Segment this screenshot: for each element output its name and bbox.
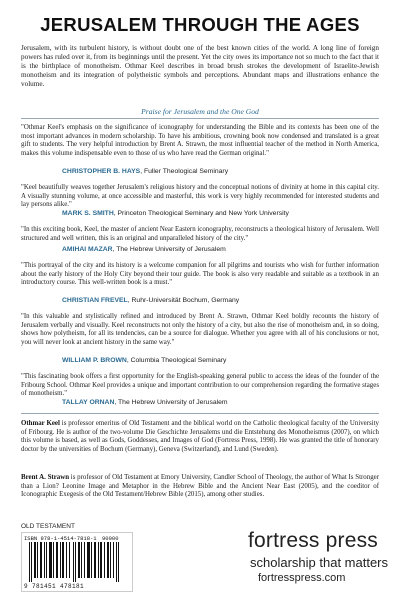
- isbn-barcode: [21, 532, 133, 592]
- endorsement-quote: "Othmar Keel's emphasis on the significance of iconography for understanding the Bible and its contexts has been one of the most important advances in modern scholarship. To have his ambitious, crowning book now condensed and translated is a great gift to students. The very helpful introduction by Brent A. Strawn, the most influential teacher of the method in North America, makes this volume indispensable even to those of us who have read the German original.": [21, 124, 379, 157]
- isbn-digits: 9 781451 478181: [24, 583, 85, 590]
- endorser-affiliation: Ruhr-Universität Bochum, Germany: [131, 297, 240, 304]
- endorser-name: TALLAY ORNAN: [62, 399, 115, 406]
- endorsement-attribution: TALLAY ORNAN, The Hebrew University of Jerusalem: [62, 399, 228, 406]
- back-cover-title: JERUSALEM THROUGH THE AGES: [40, 14, 360, 35]
- bio-divider: [21, 413, 379, 414]
- endorser-affiliation: Fuller Theological Seminary: [143, 168, 229, 175]
- endorsement-attribution: MARK S. SMITH, Princeton Theological Seminary and New York University: [62, 210, 289, 217]
- endorser-name: MARK S. SMITH: [62, 210, 114, 217]
- praise-heading: Praise for Jerusalem and the One God: [141, 107, 259, 116]
- endorsement-quote: "This fascinating book offers a first opportunity for the English-speaking general public to access the ideas of the founder of the Fribourg School. Othmar Keel provides a unique and important contribution to our comprehension regarding the formative stages of monotheism.": [21, 373, 379, 398]
- endorser-name: AMIHAI MAZAR: [62, 246, 113, 253]
- author-bio: [21, 420, 379, 454]
- editor-bio: [21, 474, 379, 500]
- book-description: Jerusalem, with its turbulent history, is without doubt one of the best known cities of the world. A long line of foreign powers has ruled over it, from its beginnings until the present. Yet the city owes its importance not so much to the fact that it is the birthplace of monotheism. Othmar Keel describes in broad brush strokes the development of Israelite-Jewish monotheism and its integration of polytheistic symbols and perceptions. Abundant maps and illustrations enhance the volume.: [21, 44, 379, 88]
- endorsement-attribution: AMIHAI MAZAR, The Hebrew University of Jerusalem: [62, 246, 226, 253]
- endorsement-attribution: WILLIAM P. BROWN, Columbia Theological Seminary: [62, 357, 227, 364]
- endorsement-attribution: CHRISTIAN FREVEL, Ruhr-Universität Bochum, Germany: [62, 297, 240, 304]
- endorser-affiliation: The Hebrew University of Jerusalem: [116, 246, 226, 253]
- praise-divider: [21, 118, 379, 119]
- publisher-url: fortresspress.com: [258, 572, 346, 584]
- barcode-bars: [25, 542, 131, 582]
- editor-bio-text: is professor of Old Testament at Emory University, Candler School of Theology, the author of What Is Stronger than a Lion? Leonine Image and Metaphor in the Hebrew Bible and the Ancient Near East (2005), and the coeditor of Iconographic Exegesis of the Old Testament/Hebrew Bible (2015), among other studies.: [21, 474, 379, 499]
- isbn-label: ISBN 978-1-4514-7818-1: [24, 535, 97, 542]
- publisher-tagline: scholarship that matters: [250, 555, 389, 570]
- author-bio-text: is professor emeritus of Old Testament and the biblical world on the Catholic theological faculty of the University of Fribourg. He is author of the two-volume Die Geschichte Jerusalems und die Entstehung des Monotheismus (2007), on which this volume is based, as well as Gods, Goddesses, and Images of God (Fortress Press, 1998). He was granted the title of honorary doctor by the universities of Bochum (Germany), Geneva (Switzerland), and Lund (Sweden).: [21, 420, 379, 453]
- endorsement-quote: "Keel beautifully weaves together Jerusalem's religious history and the conceptual notions of divinity at home in this capital city. A visually stunning volume, at once accessible and masterful, this work is very highly recommended for interested students and lay persons alike.": [21, 184, 379, 209]
- endorsement-attribution: CHRISTOPHER B. HAYS, Fuller Theological Seminary: [62, 168, 229, 175]
- editor-name: Brent A. Strawn: [21, 474, 70, 481]
- endorser-affiliation: The Hebrew University of Jerusalem: [118, 399, 228, 406]
- category-label: OLD TESTAMENT: [21, 523, 75, 530]
- endorser-affiliation: Princeton Theological Seminary and New York University: [117, 210, 289, 217]
- publisher-logo: fortress press: [248, 529, 378, 552]
- endorser-name: WILLIAM P. BROWN: [62, 357, 127, 364]
- author-name: Othmar Keel: [21, 420, 60, 427]
- endorsement-quote: "In this valuable and stylistically refined and introduced by Brent A. Strawn, Othmar Keel boldly recounts the history of Jerusalem verbally and visually. Keel reconstructs not only the history of a city, but also the rise of monotheism and, in so doing, shows how polytheism, for all its tendencies, can be a source for dialogue. Whether you agree with all of his conclusions or not, you will never look at ancient history in the same way.": [21, 313, 379, 346]
- endorser-name: CHRISTOPHER B. HAYS: [62, 168, 141, 175]
- endorser-affiliation: Columbia Theological Seminary: [130, 357, 227, 364]
- endorsement-quote: "This portrayal of the city and its history is a welcome companion for all pilgrims and tourists who wish for further information about the early history of the Holy City beyond their tour guide. The book is also very readable and suitable as a textbook in an introductory course. This well-written book is a must.": [21, 262, 379, 287]
- endorsement-quote: "In this exciting book, Keel, the master of ancient Near Eastern iconography, reconstructs a theological history of Jerusalem. Well structured and well written, this is an original and unparalleled history of the city.": [21, 226, 379, 242]
- price-code: 90000: [102, 535, 119, 542]
- endorser-name: CHRISTIAN FREVEL: [62, 297, 128, 304]
